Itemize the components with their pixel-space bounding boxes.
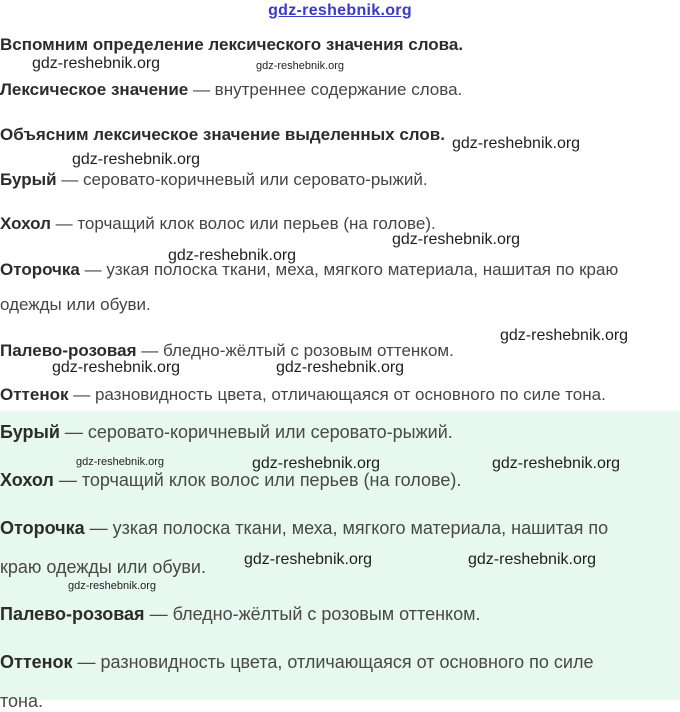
entry-text: — разновидность цвета, отличающаяся от основного по силе тона.	[68, 385, 606, 404]
watermark: gdz-reshebnik.org	[500, 327, 629, 344]
definition-text: — внутреннее содержание слова.	[188, 80, 463, 99]
entry-term: Бурый	[0, 170, 57, 189]
entry-text: — торчащий клок волос или перьев (на голове).	[50, 214, 436, 233]
answer-khokhol	[0, 470, 461, 491]
site-watermark-header[interactable]: gdz-reshebnik.org	[268, 2, 412, 19]
recall-heading: Вспомним определение лексического значения слова.	[0, 35, 464, 54]
answer-term: Палево-розовая	[0, 604, 145, 624]
answer-term: Оторочка	[0, 518, 85, 538]
explain-heading: Объясним лексическое значение выделенных слов.	[0, 125, 445, 144]
answer-term: Хохол	[0, 470, 54, 490]
watermark: gdz-reshebnik.org	[32, 55, 161, 72]
watermark: gdz-reshebnik.org	[72, 151, 201, 168]
watermark: gdz-reshebnik.org	[244, 551, 373, 568]
entry-orochka-continuation: одежды или обуви.	[0, 295, 151, 314]
watermark: gdz-reshebnik.org	[276, 359, 405, 376]
answer-orochka-continuation: краю одежды или обуви.	[0, 557, 206, 577]
entry-term: Хохол	[0, 214, 51, 233]
watermark: gdz-reshebnik.org	[76, 456, 165, 468]
watermark: gdz-reshebnik.org	[256, 60, 345, 72]
watermark: gdz-reshebnik.org	[68, 580, 157, 592]
answer-text: — серовато-коричневый или серовато-рыжий.	[59, 422, 453, 442]
answer-text: — бледно-жёлтый с розовым оттенком.	[144, 604, 481, 624]
watermark: gdz-reshebnik.org	[168, 247, 297, 264]
answer-text: — узкая полоска ткани, меха, мягкого материала, нашитая по	[84, 518, 609, 538]
watermark: gdz-reshebnik.org	[452, 135, 581, 152]
answer-ottenok-continuation: тона.	[0, 691, 44, 711]
answer-text: — разновидность цвета, отличающаяся от основного по силе	[72, 652, 594, 672]
entry-orochka	[0, 260, 618, 280]
watermark: gdz-reshebnik.org	[52, 359, 181, 376]
answer-text: — торчащий клок волос или перьев (на голове).	[53, 470, 462, 490]
definition-term: Лексическое значение	[0, 80, 189, 99]
watermark: gdz-reshebnik.org	[252, 455, 381, 472]
entry-text: — бледно-жёлтый с розовым оттенком.	[136, 341, 454, 360]
watermark: gdz-reshebnik.org	[492, 455, 621, 472]
entry-term: Палево-розовая	[0, 341, 137, 360]
entry-ottenok	[0, 385, 606, 405]
entry-palevo-rozovaya	[0, 341, 454, 361]
entry-text: — узкая полоска ткани, меха, мягкого материала, нашитая по краю	[79, 260, 619, 279]
answer-ottenok	[0, 652, 593, 673]
answer-buryy	[0, 422, 453, 443]
answer-orochka	[0, 518, 608, 539]
entry-term: Оттенок	[0, 385, 69, 404]
definition-line	[0, 80, 462, 100]
answer-palevo-rozovaya	[0, 604, 481, 625]
entry-khokhol	[0, 214, 436, 234]
entry-buryy	[0, 170, 428, 190]
entry-text: — серовато-коричневый или серовато-рыжий.	[56, 170, 428, 189]
entry-term: Оторочка	[0, 260, 80, 279]
watermark: gdz-reshebnik.org	[468, 551, 597, 568]
watermark: gdz-reshebnik.org	[392, 231, 521, 248]
answer-term: Бурый	[0, 422, 60, 442]
answer-term: Оттенок	[0, 652, 73, 672]
